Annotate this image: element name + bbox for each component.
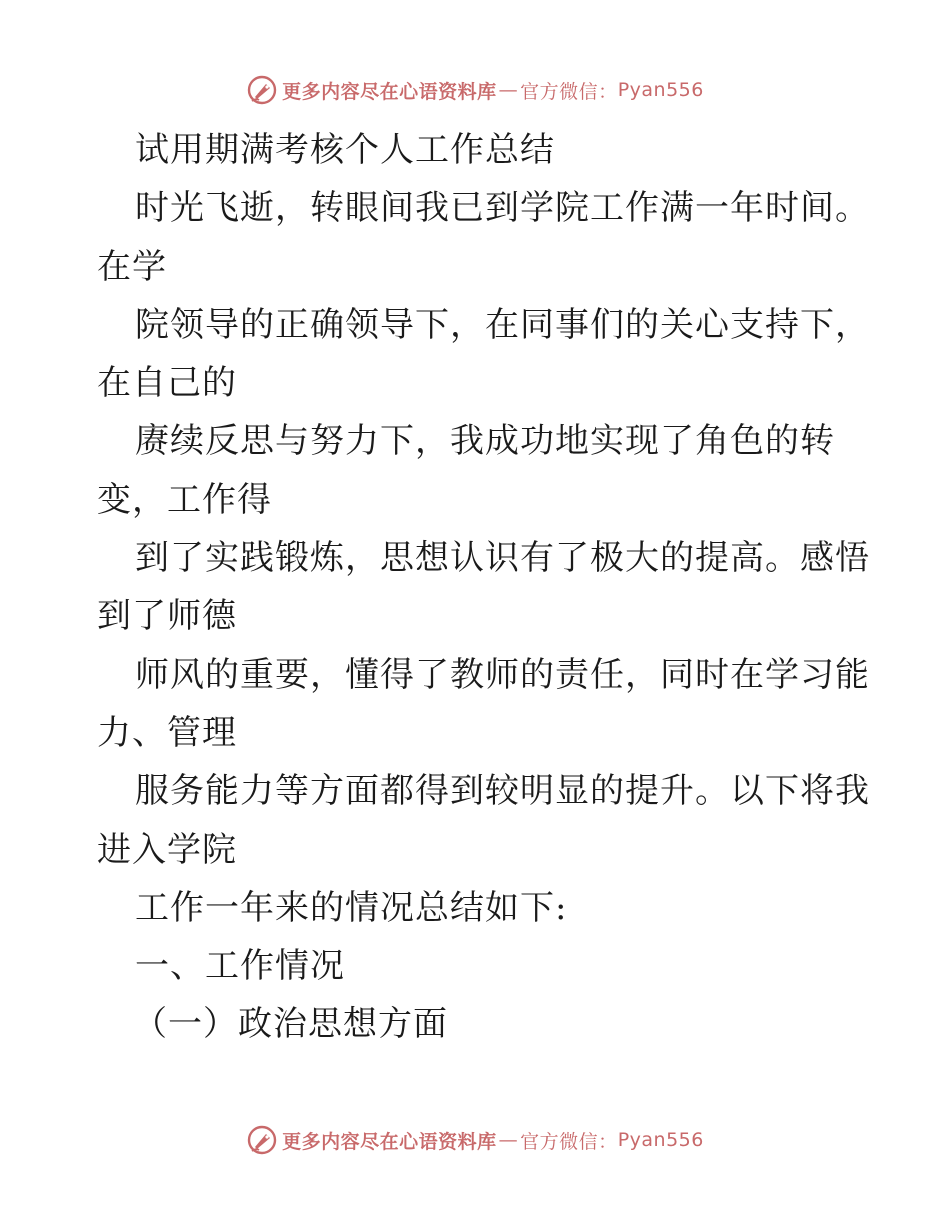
header-watermark	[0, 70, 950, 110]
watermark-separator: —	[498, 1129, 519, 1151]
section-heading: 一、工作情况	[135, 946, 345, 987]
document-title: 试用期满考核个人工作总结	[135, 130, 555, 170]
document-line: 到了师德	[97, 596, 237, 637]
document-line: 院领导的正确领导下，在同事们的关心支持下，	[135, 304, 870, 345]
subsection-heading: （一）政治思想方面	[133, 1004, 448, 1045]
document-body	[97, 121, 870, 1054]
document-line: 变，工作得	[97, 479, 272, 520]
pen-nib-logo-icon	[246, 1124, 278, 1156]
document-line: 时光飞逝，转眼间我已到学院工作满一年时间。	[135, 188, 870, 229]
document-line: 赓续反思与努力下，我成功地实现了角色的转	[135, 421, 835, 462]
document-line: 在学	[97, 246, 167, 287]
pen-nib-logo-icon	[246, 74, 278, 106]
watermark-wechat-label: 官方微信：	[520, 80, 618, 103]
watermark-wechat-id: Pyan556	[617, 1129, 704, 1151]
watermark-wechat-id: Pyan556	[617, 79, 704, 101]
document-line: 到了实践锻炼，思想认识有了极大的提高。感悟	[135, 538, 870, 579]
watermark-wechat-label: 官方微信：	[520, 1130, 618, 1153]
document-line: 在自己的	[97, 363, 237, 404]
watermark-main-text: 更多内容尽在心语资料库	[282, 1130, 497, 1153]
document-line: 服务能力等方面都得到较明显的提升。以下将我	[135, 771, 870, 812]
document-line: 力、管理	[97, 712, 237, 753]
footer-watermark	[0, 1120, 950, 1160]
watermark-main-text: 更多内容尽在心语资料库	[282, 80, 497, 103]
document-line: 进入学院	[97, 829, 237, 870]
watermark-separator: —	[498, 79, 519, 101]
document-line: 工作一年来的情况总结如下:	[135, 887, 568, 928]
document-line: 师风的重要，懂得了教师的责任，同时在学习能	[135, 654, 870, 695]
